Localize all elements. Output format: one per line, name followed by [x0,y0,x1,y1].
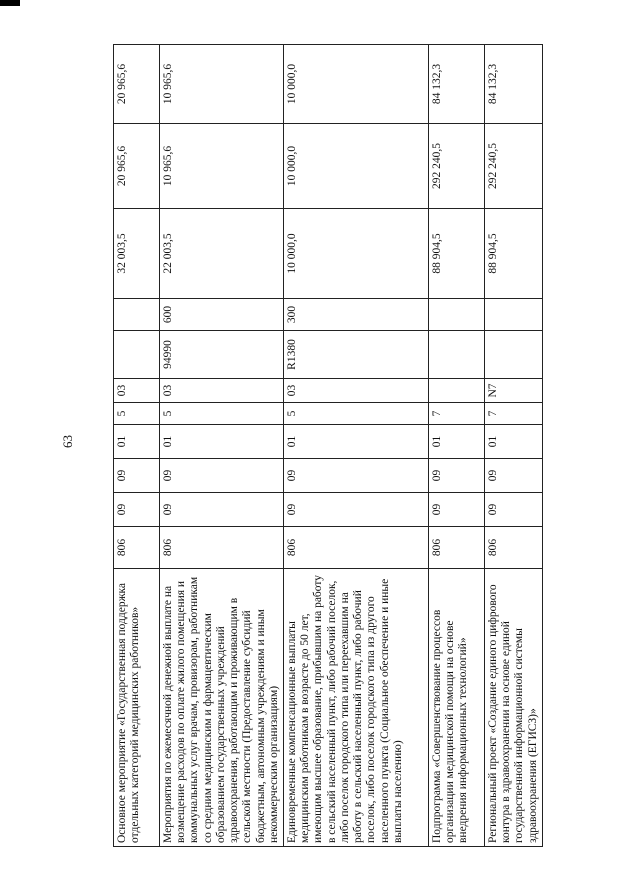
target-code-4 [484,331,542,379]
target-code-1: 01 [484,425,542,459]
target-code-4 [114,331,160,379]
row-name: Основное мероприятие «Государственная поддержка отдельных категорий медицинских работников» [114,569,160,847]
amount-year-3: 10 965,6 [160,45,284,124]
amount-year-3: 10 000,0 [283,45,428,124]
table-row [484,45,542,847]
row-name: Подпрограмма «Совершенствование процессов организации медицинской помощи на основе внедрения информационных технологий» [428,569,484,847]
pr-code: 09 [114,459,160,493]
expense-type [428,299,484,331]
table-row [114,45,160,847]
row-name: Региональный проект «Создание единого цифрового контура в здравоохранении на основе единой государственной информационной системы здравоохранения (ЕГИСЗ)» [484,569,542,847]
amount-year-2: 10 000,0 [283,124,428,209]
page-number: 63 [60,435,75,448]
target-code-3: 03 [114,379,160,403]
expense-type [114,299,160,331]
target-code-1: 01 [428,425,484,459]
target-code-2: 7 [484,403,542,425]
pr-code: 09 [428,459,484,493]
rz-code: 09 [484,493,542,527]
amount-year-3: 20 965,6 [114,45,160,124]
pr-code: 09 [283,459,428,493]
amount-year-3: 84 132,3 [484,45,542,124]
amount-year-2: 292 240,5 [484,124,542,209]
rz-code: 09 [283,493,428,527]
target-code-2: 7 [428,403,484,425]
target-code-4 [428,331,484,379]
amount-year-1: 10 000,0 [283,209,428,299]
row-name: Единовременные компенсационные выплаты медицинским работникам в возрасте до 50 лет, имеющим высшее образование, прибывшим на работу в сельский населенный пункт, либо рабочий поселок, либо поселок городского типа или переехавшим на работу в сельский населенный пункт, либо рабочий поселок, либо поселок городского типа из другого населенного пункта (Социальное обеспечение и иные выплаты населению) [283,569,428,847]
target-code-4: R1380 [283,331,428,379]
target-code-3: 03 [283,379,428,403]
target-code-3: N7 [484,379,542,403]
target-code-2: 5 [160,403,284,425]
grbs-code: 806 [484,527,542,569]
target-code-2: 5 [283,403,428,425]
pr-code: 09 [484,459,542,493]
target-code-2: 5 [114,403,160,425]
grbs-code: 806 [283,527,428,569]
expense-type: 600 [160,299,284,331]
budget-table [113,44,543,847]
expense-type: 300 [283,299,428,331]
rz-code: 09 [428,493,484,527]
target-code-3 [428,379,484,403]
target-code-4: 94990 [160,331,284,379]
amount-year-1: 22 003,5 [160,209,284,299]
scan-corner-mark [0,0,20,6]
grbs-code: 806 [160,527,284,569]
amount-year-1: 88 904,5 [428,209,484,299]
grbs-code: 806 [428,527,484,569]
target-code-1: 01 [160,425,284,459]
table-row [160,45,284,847]
amount-year-1: 32 003,5 [114,209,160,299]
rz-code: 09 [160,493,284,527]
target-code-3: 03 [160,379,284,403]
amount-year-2: 10 965,6 [160,124,284,209]
rz-code: 09 [114,493,160,527]
rotated-table-container [113,45,539,847]
target-code-1: 01 [114,425,160,459]
pr-code: 09 [160,459,284,493]
amount-year-2: 292 240,5 [428,124,484,209]
row-name: Мероприятия по ежемесячной денежной выплате на возмещение расходов по оплате жилого помещения и коммунальных услуг врачам, провизорам, работникам со средним медицинским и фармацевтическим образованием государственных учреждений здравоохранения, работающим и проживающим в сельской местности (Предоставление субсидий бюджетным, автономным учреждениям и иным некоммерческим организациям) [160,569,284,847]
expense-type [484,299,542,331]
amount-year-2: 20 965,6 [114,124,160,209]
amount-year-1: 88 904,5 [484,209,542,299]
target-code-1: 01 [283,425,428,459]
table-row [428,45,484,847]
amount-year-3: 84 132,3 [428,45,484,124]
table-row [283,45,428,847]
grbs-code: 806 [114,527,160,569]
